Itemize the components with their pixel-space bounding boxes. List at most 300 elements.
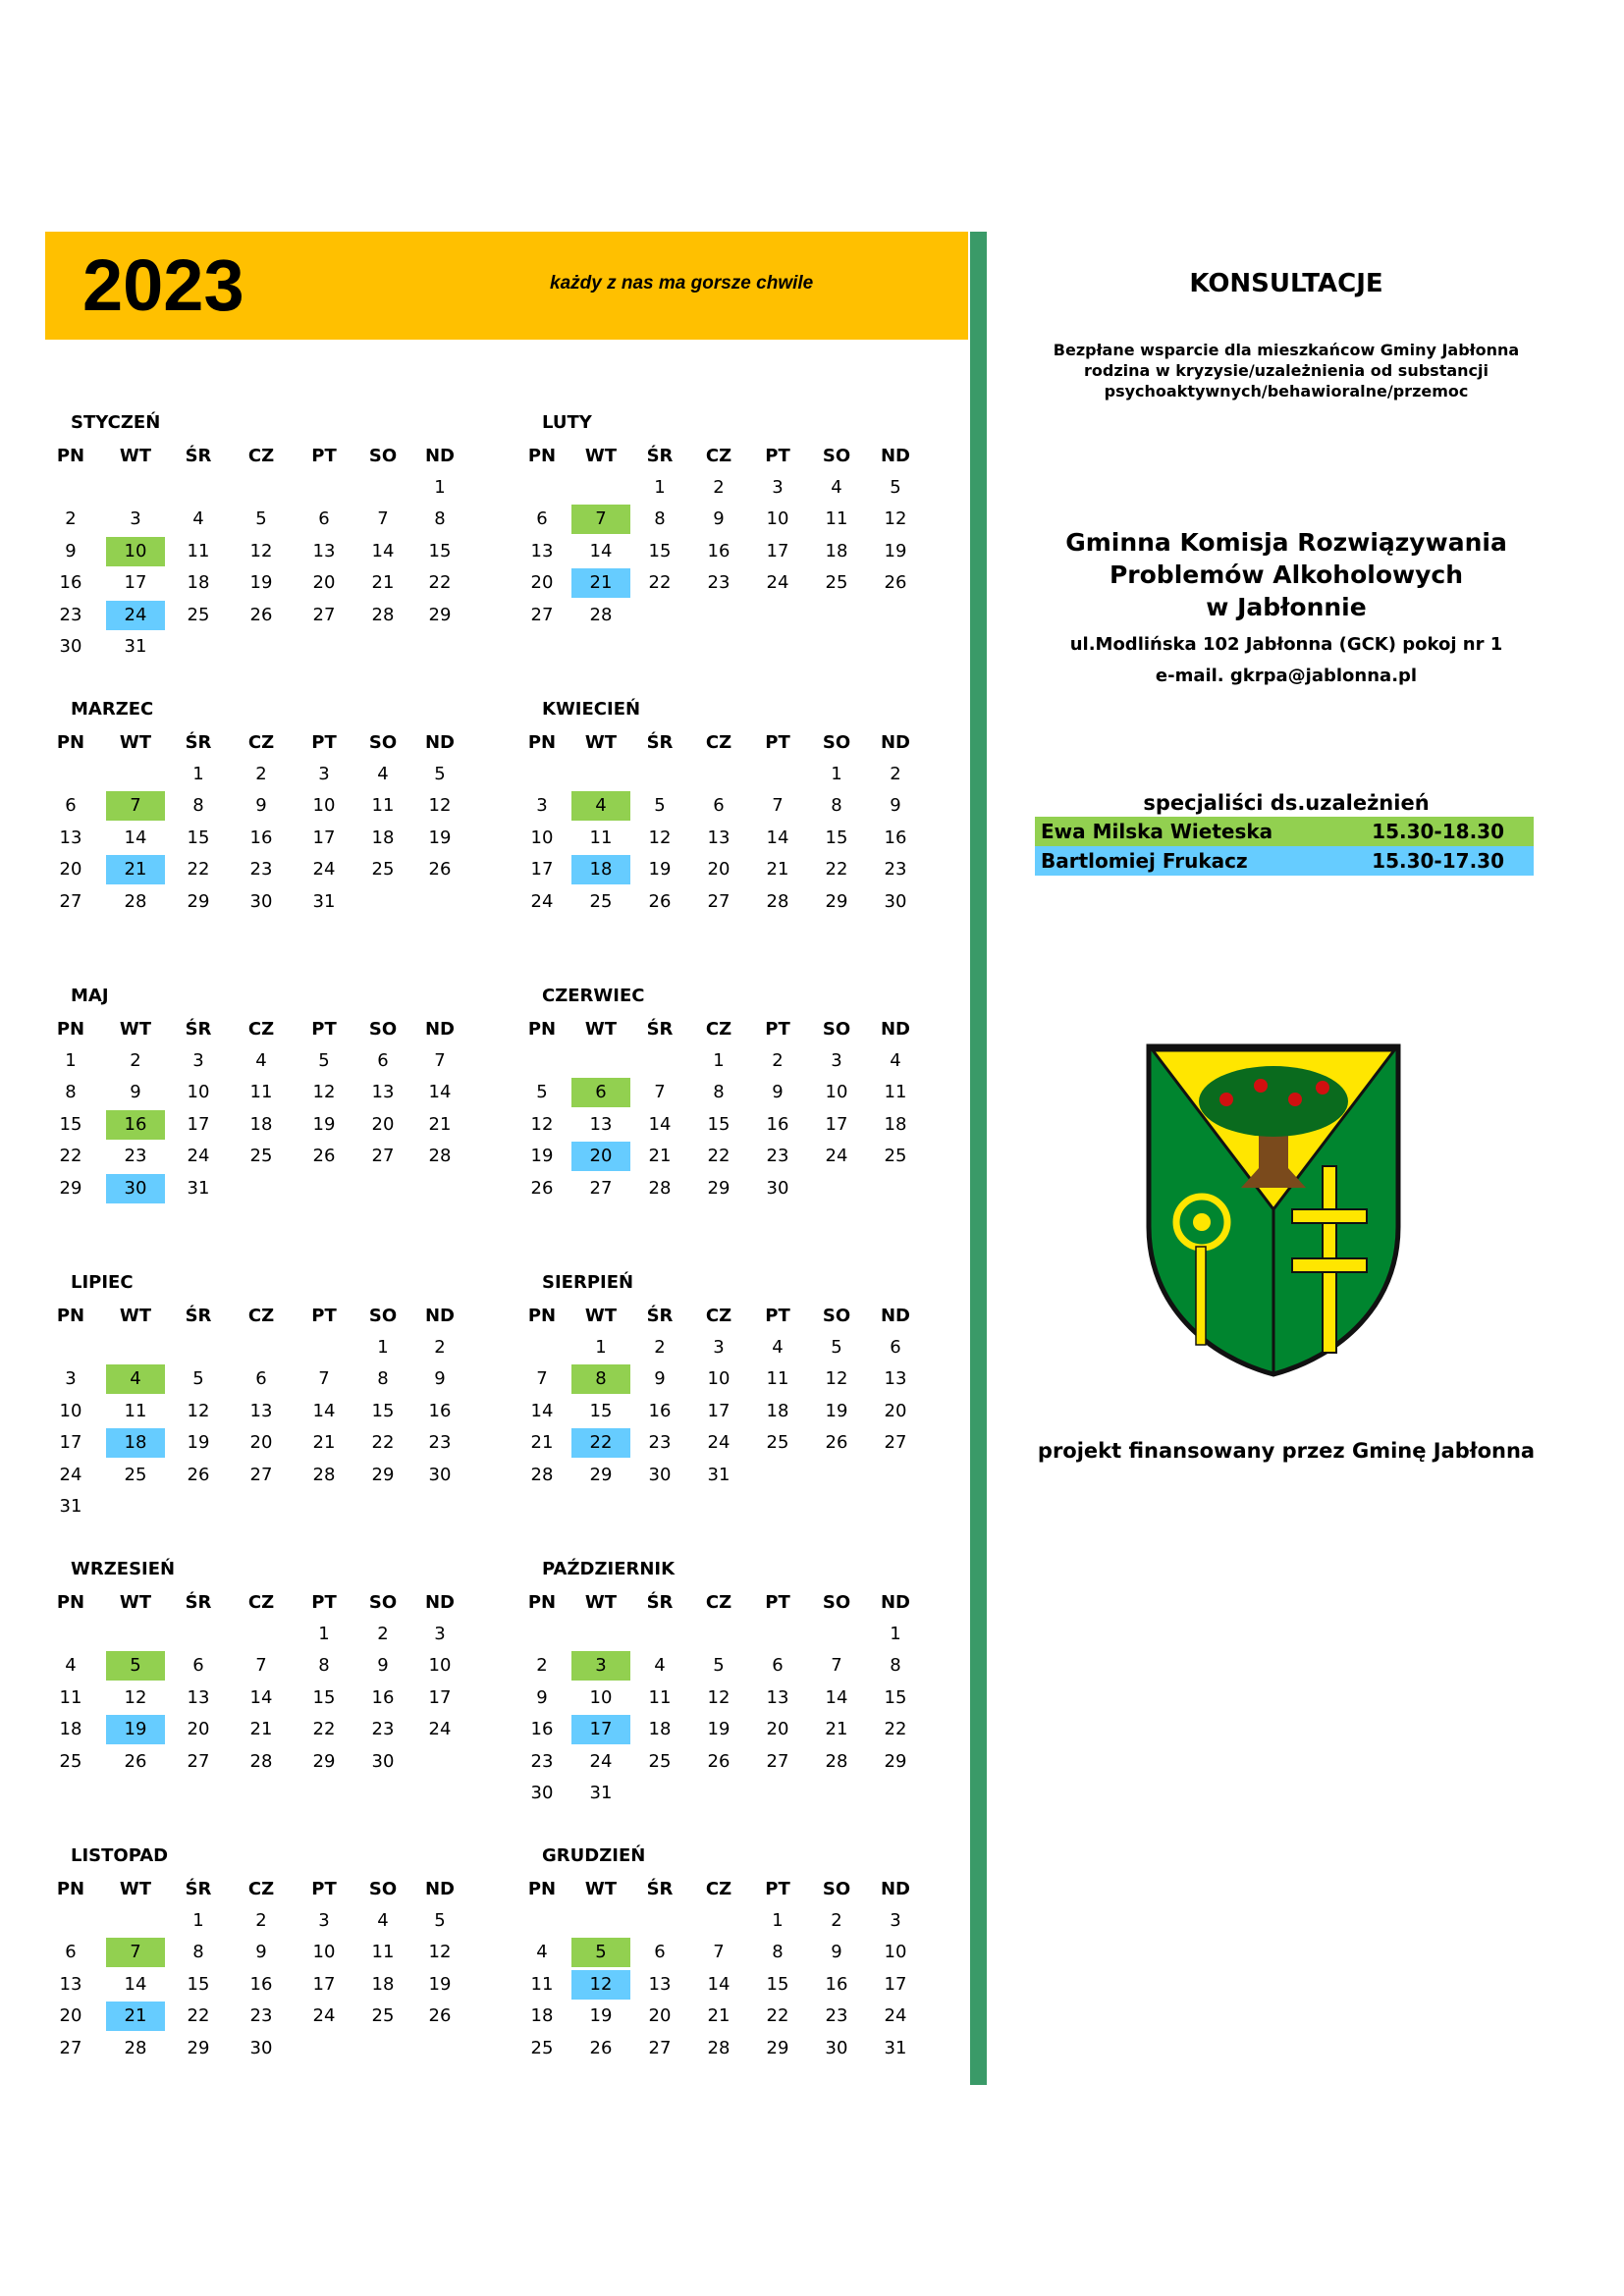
day-cell: 11 xyxy=(371,1942,395,1963)
weekday-header: PT xyxy=(311,446,337,466)
day-cell: 14 xyxy=(249,1686,273,1708)
day-cell: 30 xyxy=(766,1177,789,1199)
consultation-day: 21 xyxy=(571,568,630,598)
day-cell: 5 xyxy=(654,795,666,817)
day-cell: 20 xyxy=(59,2005,82,2027)
day-cell: 20 xyxy=(648,2005,672,2027)
email: e-mail. gkrpa@jablonna.pl xyxy=(1155,666,1418,686)
weekday-header: ŚR xyxy=(646,732,674,753)
day-cell: 4 xyxy=(192,508,204,530)
day-cell: 7 xyxy=(434,1050,446,1071)
day-cell: 3 xyxy=(536,795,548,817)
weekday-header: WT xyxy=(119,1019,152,1040)
day-cell: 18 xyxy=(187,572,210,594)
weekday-header: ŚR xyxy=(185,1879,212,1899)
day-cell: 25 xyxy=(371,2005,395,2027)
vertical-divider xyxy=(970,232,987,2085)
day-cell: 18 xyxy=(530,2005,554,2027)
day-cell: 4 xyxy=(890,1050,901,1071)
day-cell: 3 xyxy=(434,1624,446,1644)
day-cell: 13 xyxy=(707,827,731,848)
day-cell: 1 xyxy=(318,1624,330,1644)
day-cell: 27 xyxy=(59,2037,82,2058)
day-cell: 12 xyxy=(312,1082,336,1103)
consultation-day: 8 xyxy=(571,1364,630,1394)
day-cell: 15 xyxy=(187,827,210,848)
day-cell: 18 xyxy=(648,1719,672,1740)
day-cell: 27 xyxy=(707,890,731,912)
month-title: CZERWIEC xyxy=(542,986,645,1006)
day-cell: 20 xyxy=(59,859,82,881)
weekday-header: ŚR xyxy=(185,1592,212,1613)
day-cell: 27 xyxy=(187,1750,210,1772)
weekday-header: ŚR xyxy=(646,1879,674,1899)
day-cell: 1 xyxy=(434,477,446,498)
day-cell: 11 xyxy=(766,1368,789,1390)
weekday-header: ŚR xyxy=(646,1306,674,1326)
day-cell: 29 xyxy=(825,890,848,912)
day-cell: 20 xyxy=(766,1719,789,1740)
day-cell: 4 xyxy=(377,1910,389,1931)
day-cell: 11 xyxy=(249,1082,273,1103)
day-cell: 9 xyxy=(772,1082,784,1103)
day-cell: 19 xyxy=(428,1973,452,1995)
month-title: MARZEC xyxy=(71,699,154,720)
day-cell: 14 xyxy=(648,1113,672,1135)
day-cell: 13 xyxy=(648,1973,672,1995)
day-cell: 26 xyxy=(124,1750,147,1772)
day-cell: 2 xyxy=(377,1624,389,1644)
consultation-day: 4 xyxy=(106,1364,165,1394)
day-cell: 27 xyxy=(648,2037,672,2058)
day-cell: 28 xyxy=(707,2037,731,2058)
day-cell: 12 xyxy=(707,1686,731,1708)
day-cell: 12 xyxy=(428,795,452,817)
day-cell: 28 xyxy=(589,604,613,625)
day-cell: 16 xyxy=(707,540,731,561)
day-cell: 8 xyxy=(65,1082,77,1103)
day-cell: 1 xyxy=(713,1050,725,1071)
day-cell: 22 xyxy=(59,1146,82,1167)
coat-of-arms-icon xyxy=(1143,1041,1404,1378)
day-cell: 12 xyxy=(530,1113,554,1135)
day-cell: 13 xyxy=(884,1368,907,1390)
day-cell: 16 xyxy=(371,1686,395,1708)
day-cell: 14 xyxy=(589,540,613,561)
day-cell: 8 xyxy=(192,795,204,817)
day-cell: 16 xyxy=(884,827,907,848)
day-cell: 10 xyxy=(428,1655,452,1677)
day-cell: 8 xyxy=(318,1655,330,1677)
day-cell: 11 xyxy=(589,827,613,848)
day-cell: 19 xyxy=(589,2005,613,2027)
day-cell: 30 xyxy=(249,2037,273,2058)
consultation-day: 21 xyxy=(106,855,165,884)
weekday-header: CZ xyxy=(247,1019,275,1040)
weekday-header: WT xyxy=(584,1879,618,1899)
day-cell: 17 xyxy=(707,1400,731,1421)
day-cell: 10 xyxy=(707,1368,731,1390)
day-cell: 2 xyxy=(654,1337,666,1358)
day-cell: 10 xyxy=(766,508,789,530)
day-cell: 20 xyxy=(884,1400,907,1421)
day-cell: 23 xyxy=(707,572,731,594)
day-cell: 27 xyxy=(371,1146,395,1167)
weekday-header: PN xyxy=(527,732,557,753)
weekday-header: CZ xyxy=(705,732,732,753)
day-cell: 1 xyxy=(192,764,204,784)
day-cell: 3 xyxy=(318,764,330,784)
day-cell: 23 xyxy=(530,1750,554,1772)
day-cell: 20 xyxy=(312,572,336,594)
weekday-header: PT xyxy=(765,1879,790,1899)
day-cell: 29 xyxy=(884,1750,907,1772)
weekday-header: CZ xyxy=(705,1306,732,1326)
day-cell: 25 xyxy=(648,1750,672,1772)
consultation-day: 17 xyxy=(571,1715,630,1744)
day-cell: 31 xyxy=(589,1783,613,1803)
day-cell: 3 xyxy=(831,1050,842,1071)
weekday-header: ND xyxy=(880,1592,910,1613)
consultation-day: 16 xyxy=(106,1110,165,1140)
day-cell: 31 xyxy=(59,1496,82,1517)
day-cell: 7 xyxy=(772,795,784,817)
weekday-header: WT xyxy=(119,1592,152,1613)
day-cell: 16 xyxy=(428,1400,452,1421)
weekday-header: PN xyxy=(56,1019,85,1040)
day-cell: 4 xyxy=(65,1655,77,1677)
day-cell: 24 xyxy=(428,1719,452,1740)
day-cell: 9 xyxy=(713,508,725,530)
day-cell: 14 xyxy=(428,1082,452,1103)
weekday-header: SO xyxy=(822,1592,851,1613)
day-cell: 15 xyxy=(312,1686,336,1708)
day-cell: 21 xyxy=(249,1719,273,1740)
intro-line: rodzina w kryzysie/uzależnienia od substancji xyxy=(1084,361,1489,380)
day-cell: 21 xyxy=(766,859,789,881)
day-cell: 29 xyxy=(312,1750,336,1772)
day-cell: 24 xyxy=(312,859,336,881)
day-cell: 3 xyxy=(890,1910,901,1931)
day-cell: 6 xyxy=(536,508,548,530)
weekday-header: SO xyxy=(368,1019,398,1040)
specialists-title: specjaliści ds.uzależnień xyxy=(1143,791,1430,815)
day-cell: 1 xyxy=(192,1910,204,1931)
day-cell: 29 xyxy=(707,1177,731,1199)
day-cell: 4 xyxy=(654,1655,666,1677)
day-cell: 15 xyxy=(589,1400,613,1421)
day-cell: 22 xyxy=(312,1719,336,1740)
weekday-header: CZ xyxy=(247,1592,275,1613)
day-cell: 26 xyxy=(530,1177,554,1199)
day-cell: 7 xyxy=(318,1368,330,1390)
day-cell: 17 xyxy=(187,1113,210,1135)
day-cell: 14 xyxy=(707,1973,731,1995)
day-cell: 30 xyxy=(530,1783,554,1803)
weekday-header: ŚR xyxy=(185,1306,212,1326)
weekday-header: ŚR xyxy=(646,1019,674,1040)
day-cell: 25 xyxy=(187,604,210,625)
day-cell: 20 xyxy=(187,1719,210,1740)
weekday-header: ND xyxy=(424,1306,455,1326)
weekday-header: PN xyxy=(527,1879,557,1899)
intro-line: Bezpłane wsparcie dla mieszkańcow Gminy Jabłonna xyxy=(1053,341,1520,359)
day-cell: 8 xyxy=(772,1942,784,1963)
day-cell: 3 xyxy=(713,1337,725,1358)
day-cell: 1 xyxy=(890,1624,901,1644)
day-cell: 18 xyxy=(884,1113,907,1135)
weekday-header: SO xyxy=(368,446,398,466)
day-cell: 28 xyxy=(766,890,789,912)
day-cell: 30 xyxy=(884,890,907,912)
day-cell: 17 xyxy=(766,540,789,561)
day-cell: 15 xyxy=(371,1400,395,1421)
day-cell: 2 xyxy=(890,764,901,784)
weekday-header: PT xyxy=(311,1019,337,1040)
day-cell: 10 xyxy=(589,1686,613,1708)
day-cell: 21 xyxy=(530,1432,554,1454)
day-cell: 3 xyxy=(192,1050,204,1071)
day-cell: 20 xyxy=(530,572,554,594)
weekday-header: ŚR xyxy=(185,732,212,753)
day-cell: 8 xyxy=(377,1368,389,1390)
day-cell: 13 xyxy=(589,1113,613,1135)
day-cell: 9 xyxy=(65,540,77,561)
day-cell: 14 xyxy=(825,1686,848,1708)
day-cell: 28 xyxy=(124,890,147,912)
day-cell: 25 xyxy=(59,1750,82,1772)
day-cell: 18 xyxy=(59,1719,82,1740)
weekday-header: SO xyxy=(822,446,851,466)
month-title: MAJ xyxy=(71,986,109,1006)
day-cell: 1 xyxy=(772,1910,784,1931)
day-cell: 25 xyxy=(825,572,848,594)
weekday-header: ND xyxy=(424,446,455,466)
consultation-day: 5 xyxy=(106,1651,165,1681)
day-cell: 6 xyxy=(890,1337,901,1358)
weekday-header: SO xyxy=(368,1592,398,1613)
day-cell: 11 xyxy=(648,1686,672,1708)
day-cell: 10 xyxy=(312,1942,336,1963)
day-cell: 26 xyxy=(312,1146,336,1167)
day-cell: 28 xyxy=(825,1750,848,1772)
consultation-day: 4 xyxy=(571,791,630,821)
consultation-day: 7 xyxy=(106,1938,165,1967)
address: ul.Modlińska 102 Jabłonna (GCK) pokoj nr 1 xyxy=(1069,634,1503,655)
day-cell: 26 xyxy=(707,1750,731,1772)
slogan: każdy z nas ma gorsze chwile xyxy=(550,273,814,294)
day-cell: 27 xyxy=(59,890,82,912)
day-cell: 6 xyxy=(255,1368,267,1390)
weekday-header: ND xyxy=(880,1306,910,1326)
day-cell: 19 xyxy=(530,1146,554,1167)
consultation-day: 21 xyxy=(106,2002,165,2031)
consultation-day: 20 xyxy=(571,1142,630,1171)
day-cell: 24 xyxy=(707,1432,731,1454)
day-cell: 9 xyxy=(255,1942,267,1963)
org-line: w Jabłonnie xyxy=(1206,593,1367,621)
day-cell: 11 xyxy=(825,508,848,530)
month-title: GRUDZIEŃ xyxy=(542,1845,646,1866)
day-cell: 1 xyxy=(654,477,666,498)
day-cell: 5 xyxy=(255,508,267,530)
day-cell: 30 xyxy=(825,2037,848,2058)
month-title: WRZESIEŃ xyxy=(71,1559,176,1579)
day-cell: 8 xyxy=(831,795,842,817)
specialist-name: Bartlomiej Frukacz xyxy=(1041,849,1248,873)
day-cell: 2 xyxy=(831,1910,842,1931)
weekday-header: PN xyxy=(56,1879,85,1899)
weekday-header: CZ xyxy=(705,1879,732,1899)
day-cell: 29 xyxy=(371,1464,395,1485)
consultation-day: 5 xyxy=(571,1938,630,1967)
consultation-day: 10 xyxy=(106,537,165,566)
day-cell: 11 xyxy=(371,795,395,817)
day-cell: 19 xyxy=(707,1719,731,1740)
day-cell: 6 xyxy=(772,1655,784,1677)
day-cell: 21 xyxy=(648,1146,672,1167)
day-cell: 11 xyxy=(124,1400,147,1421)
weekday-header: WT xyxy=(584,446,618,466)
day-cell: 20 xyxy=(707,859,731,881)
day-cell: 26 xyxy=(589,2037,613,2058)
day-cell: 8 xyxy=(713,1082,725,1103)
day-cell: 7 xyxy=(831,1655,842,1677)
day-cell: 24 xyxy=(59,1464,82,1485)
day-cell: 2 xyxy=(130,1050,141,1071)
day-cell: 7 xyxy=(713,1942,725,1963)
day-cell: 28 xyxy=(371,604,395,625)
day-cell: 19 xyxy=(428,827,452,848)
day-cell: 2 xyxy=(536,1655,548,1677)
weekday-header: PT xyxy=(311,1879,337,1899)
day-cell: 22 xyxy=(648,572,672,594)
day-cell: 19 xyxy=(187,1432,210,1454)
month-title: LUTY xyxy=(542,412,592,433)
funding-note: projekt finansowany przez Gminę Jabłonna xyxy=(1037,1439,1536,1463)
day-cell: 17 xyxy=(124,572,147,594)
weekday-header: ND xyxy=(424,1879,455,1899)
day-cell: 3 xyxy=(130,508,141,530)
day-cell: 27 xyxy=(766,1750,789,1772)
day-cell: 30 xyxy=(428,1464,452,1485)
weekday-header: WT xyxy=(119,732,152,753)
day-cell: 25 xyxy=(589,890,613,912)
day-cell: 21 xyxy=(428,1113,452,1135)
day-cell: 13 xyxy=(766,1686,789,1708)
day-cell: 14 xyxy=(124,1973,147,1995)
weekday-header: PN xyxy=(527,446,557,466)
day-cell: 31 xyxy=(187,1177,210,1199)
day-cell: 23 xyxy=(766,1146,789,1167)
day-cell: 26 xyxy=(428,2005,452,2027)
day-cell: 17 xyxy=(884,1973,907,1995)
day-cell: 23 xyxy=(249,859,273,881)
month-title: STYCZEŃ xyxy=(71,412,161,433)
weekday-header: WT xyxy=(119,1879,152,1899)
weekday-header: SO xyxy=(822,732,851,753)
day-cell: 2 xyxy=(255,764,267,784)
day-cell: 21 xyxy=(312,1432,336,1454)
consultation-day: 3 xyxy=(571,1651,630,1681)
consultation-day: 30 xyxy=(106,1174,165,1203)
day-cell: 16 xyxy=(766,1113,789,1135)
day-cell: 13 xyxy=(59,1973,82,1995)
day-cell: 8 xyxy=(654,508,666,530)
day-cell: 21 xyxy=(371,572,395,594)
day-cell: 2 xyxy=(65,508,77,530)
day-cell: 18 xyxy=(825,540,848,561)
day-cell: 16 xyxy=(825,1973,848,1995)
org-line: Gminna Komisja Rozwiązywania xyxy=(1065,528,1507,557)
consultation-day: 7 xyxy=(571,505,630,534)
weekday-header: WT xyxy=(119,446,152,466)
day-cell: 16 xyxy=(648,1400,672,1421)
day-cell: 19 xyxy=(825,1400,848,1421)
day-cell: 14 xyxy=(530,1400,554,1421)
day-cell: 29 xyxy=(187,890,210,912)
day-cell: 12 xyxy=(428,1942,452,1963)
day-cell: 16 xyxy=(249,1973,273,1995)
weekday-header: PT xyxy=(765,446,790,466)
day-cell: 5 xyxy=(434,1910,446,1931)
day-cell: 1 xyxy=(65,1050,77,1071)
day-cell: 26 xyxy=(648,890,672,912)
day-cell: 1 xyxy=(831,764,842,784)
month-title: SIERPIEŃ xyxy=(542,1272,634,1293)
day-cell: 29 xyxy=(187,2037,210,2058)
day-cell: 28 xyxy=(428,1146,452,1167)
day-cell: 27 xyxy=(530,604,554,625)
day-cell: 24 xyxy=(530,890,554,912)
weekday-header: SO xyxy=(822,1879,851,1899)
weekday-header: PT xyxy=(765,1019,790,1040)
weekday-header: ŚR xyxy=(185,1019,212,1040)
consultation-day: 7 xyxy=(106,791,165,821)
day-cell: 23 xyxy=(648,1432,672,1454)
day-cell: 15 xyxy=(884,1686,907,1708)
day-cell: 10 xyxy=(825,1082,848,1103)
day-cell: 17 xyxy=(312,827,336,848)
day-cell: 22 xyxy=(766,2005,789,2027)
weekday-header: PN xyxy=(56,1306,85,1326)
day-cell: 16 xyxy=(59,572,82,594)
day-cell: 15 xyxy=(766,1973,789,1995)
day-cell: 6 xyxy=(377,1050,389,1071)
day-cell: 10 xyxy=(59,1400,82,1421)
day-cell: 5 xyxy=(831,1337,842,1358)
weekday-header: CZ xyxy=(247,1306,275,1326)
weekday-header: ND xyxy=(880,732,910,753)
day-cell: 23 xyxy=(59,604,82,625)
day-cell: 4 xyxy=(831,477,842,498)
day-cell: 9 xyxy=(434,1368,446,1390)
day-cell: 15 xyxy=(187,1973,210,1995)
day-cell: 5 xyxy=(434,764,446,784)
day-cell: 31 xyxy=(312,890,336,912)
weekday-header: SO xyxy=(368,1306,398,1326)
day-cell: 6 xyxy=(65,1942,77,1963)
day-cell: 25 xyxy=(884,1146,907,1167)
day-cell: 29 xyxy=(766,2037,789,2058)
consultation-day: 18 xyxy=(571,855,630,884)
day-cell: 28 xyxy=(530,1464,554,1485)
day-cell: 22 xyxy=(884,1719,907,1740)
day-cell: 24 xyxy=(589,1750,613,1772)
day-cell: 11 xyxy=(884,1082,907,1103)
day-cell: 3 xyxy=(65,1368,77,1390)
day-cell: 26 xyxy=(825,1432,848,1454)
